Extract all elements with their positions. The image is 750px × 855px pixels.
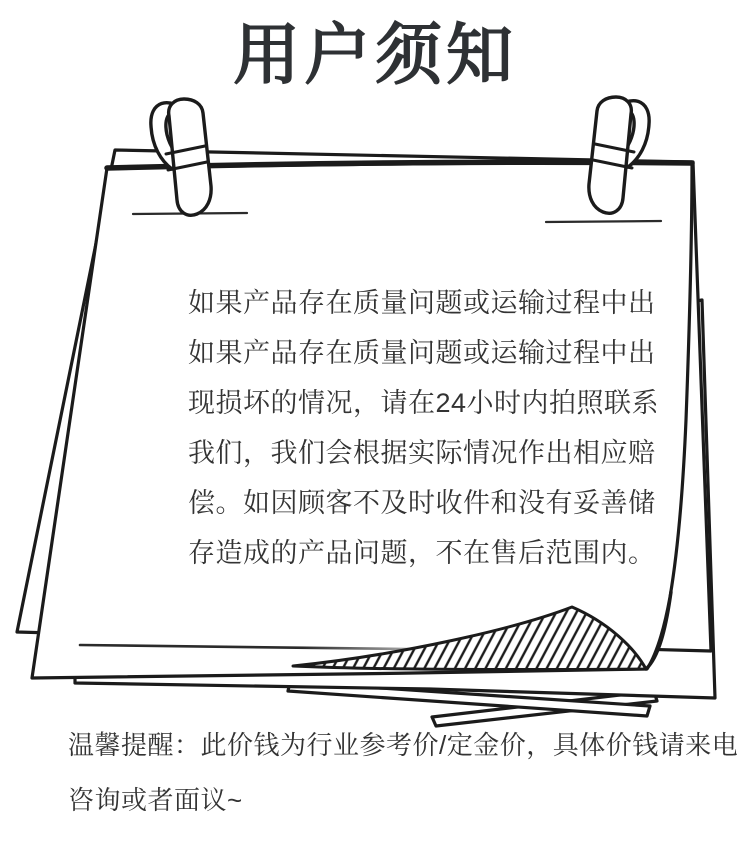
notice-line: 我们，我们会根据实际情况作出相应赔 xyxy=(188,438,656,468)
notice-line: 现损坏的情况，请在24小时内拍照联系 xyxy=(188,388,660,418)
page-title: 用户须知 xyxy=(233,18,517,93)
notice-line: 偿。如因顾客不及时收件和没有妥善储 xyxy=(188,488,656,518)
right-clip-underline xyxy=(546,221,661,222)
footer-line-1: 温馨提醒：此价钱为行业参考价/定金价，具体价钱请来电 xyxy=(68,730,739,760)
footer-note xyxy=(68,718,739,828)
notice-line: 如果产品存在质量问题或运输过程中出 xyxy=(188,288,656,318)
notice-line: 如果产品存在质量问题或运输过程中出 xyxy=(188,338,656,368)
notice-text-block xyxy=(188,278,668,578)
footer-line-2: 咨询或者面议~ xyxy=(68,785,243,815)
notice-line: 存造成的产品问题，不在售后范围内。 xyxy=(188,538,656,568)
